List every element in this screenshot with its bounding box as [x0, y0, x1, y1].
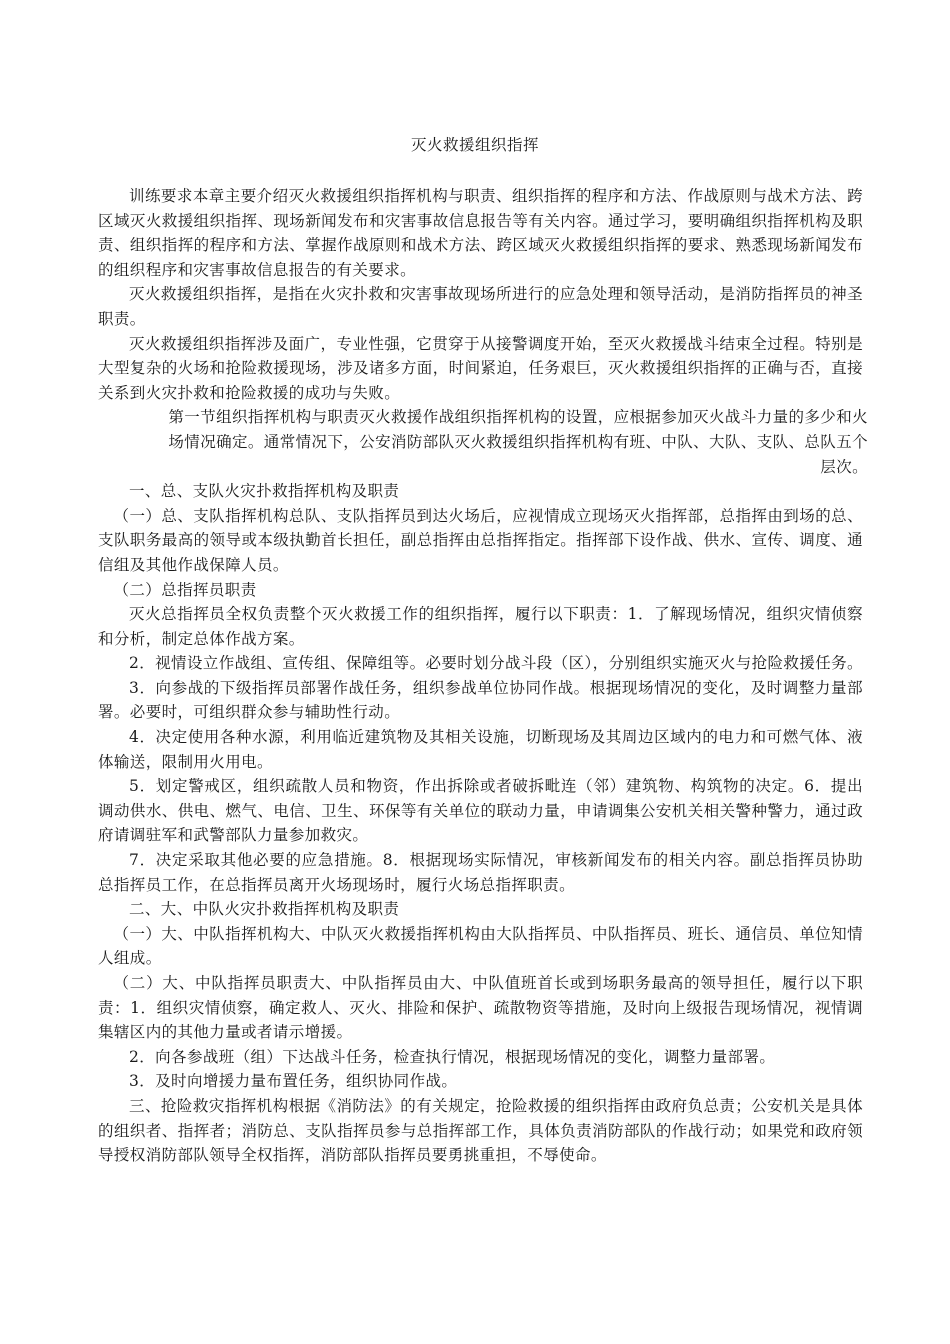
- section-1-line-1: 第一节组织指挥机构与职责灭火救援作战组织指挥机构的设置，应根据参加灭火战斗力量的多少和火: [168, 408, 868, 427]
- document-body: [98, 184, 868, 1168]
- chief-duty-4: 4．决定使用各种水源，利用临近建筑物及其相关设施，切断现场及其周边区域内的电力和可燃气体、液体输送，限制用火用电。: [98, 728, 863, 771]
- chief-duty-3: 3．向参战的下级指挥员部署作战任务，组织参战单位协同作战。根据现场情况的变化，及时调整力量部署。必要时，可组织群众参与辅助性行动。: [98, 678, 863, 722]
- section-1-heading: [78, 405, 868, 479]
- chief-duty-2: 2．视情设立作战组、宣传组、保障组等。必要时划分战斗段（区），分别组织实施灭火与抢险救援任务。: [129, 654, 863, 673]
- paragraph-definition: 灭火救援组织指挥，是指在火灾扑救和灾害事故现场所进行的应急处理和领导活动，是消防指挥员的神圣职责。: [98, 285, 863, 328]
- part-1-heading: 一、总、支队火灾扑救指挥机构及职责: [129, 482, 400, 501]
- paragraph-scope: 灭火救援组织指挥涉及面广，专业性强，它贯穿于从接警调度开始，至灭火救援战斗结束全过程。特别是大型复杂的火场和抢险救援现场，涉及诸多方面，时间紧迫，任务艰巨，灭火救援组织指挥的正确与否，直接关系到火灾扑救和抢险救援的成功与失败。: [98, 334, 863, 402]
- chief-duties-intro: 灭火总指挥员全权负责整个灭火救援工作的组织指挥，履行以下职责：1．了解现场情况，组织灾情侦察和分析，制定总体作战方案。: [98, 605, 863, 648]
- part-3-paragraph: 三、抢险救灾指挥机构根据《消防法》的有关规定，抢险救援的组织指挥由政府负总责；公安机关是具体的组织者、指挥者；消防总、支队指挥员参与总指挥部工作，具体负责消防部队的作战行动；如果党和政府领导授权消防部队领导全权指挥，消防部队指挥员要勇挑重担，不辱使命。: [98, 1096, 863, 1165]
- part-1-item-2-heading: （二）总指挥员职责: [113, 580, 257, 599]
- part-2-item-2: （二）大、中队指挥员职责大、中队指挥员由大、中队值班首长或到场职务最高的领导担任，履行以下职责：1．组织灾情侦察，确定救人、灭火、排险和保护、疏散物资等措施，及时向上级报告现场情况，视情调集辖区内的其他力量或者请示增援。: [98, 974, 863, 1042]
- part-2-duty-2: 2．向各参战班（组）下达战斗任务，检查执行情况，根据现场情况的变化，调整力量部署。: [129, 1047, 776, 1066]
- paragraph-training-requirements: 训练要求本章主要介绍灭火救援组织指挥机构与职责、组织指挥的程序和方法、作战原则与战术方法、跨区域灭火救援组织指挥、现场新闻发布和灾害事故信息报告等有关内容。通过学习，要明确组织指挥机构及职责、组织指挥的程序和方法、掌握作战原则和战术方法、跨区域灭火救援组织指挥的要求、熟悉现场新闻发布的组织程序和灾害事故信息报告的有关要求。: [98, 187, 863, 279]
- chief-duty-5-6: 5．划定警戒区，组织疏散人员和物资，作出拆除或者破拆毗连（邻）建筑物、构筑物的决定。6．提出调动供水、供电、燃气、电信、卫生、环保等有关单位的联动力量，申请调集公安机关相关警种警力，通过政府请调驻军和武警部队力量参加救灾。: [98, 777, 863, 845]
- part-2-heading: 二、大、中队火灾扑救指挥机构及职责: [129, 900, 400, 919]
- part-1-item-1: （一）总、支队指挥机构总队、支队指挥员到达火场后，应视情成立现场灭火指挥部，总指挥由到场的总、支队职务最高的领导或本级执勤首长担任，副总指挥由总指挥指定。指挥部下设作战、供水、宣传、调度、通信组及其他作战保障人员。: [98, 506, 863, 574]
- section-1-line-2: 场情况确定。通常情况下，公安消防部队灭火救援组织指挥机构有班、中队、大队、支队、总队五个: [168, 432, 868, 451]
- document-title: 灭火救援组织指挥: [410, 136, 539, 154]
- part-2-duty-3: 3．及时向增援力量布置任务，组织协同作战。: [129, 1072, 458, 1091]
- section-1-line-3: 层次。: [820, 457, 868, 476]
- part-2-item-1: （一）大、中队指挥机构大、中队灭火救援指挥机构由大队指挥员、中队指挥员、班长、通信员、单位知情人组成。: [98, 924, 863, 968]
- chief-duty-7-8: 7．决定采取其他必要的应急措施。8．根据现场实际情况，审核新闻发布的相关内容。副总指挥员协助总指挥员工作，在总指挥员离开火场现场时，履行火场总指挥职责。: [98, 851, 863, 894]
